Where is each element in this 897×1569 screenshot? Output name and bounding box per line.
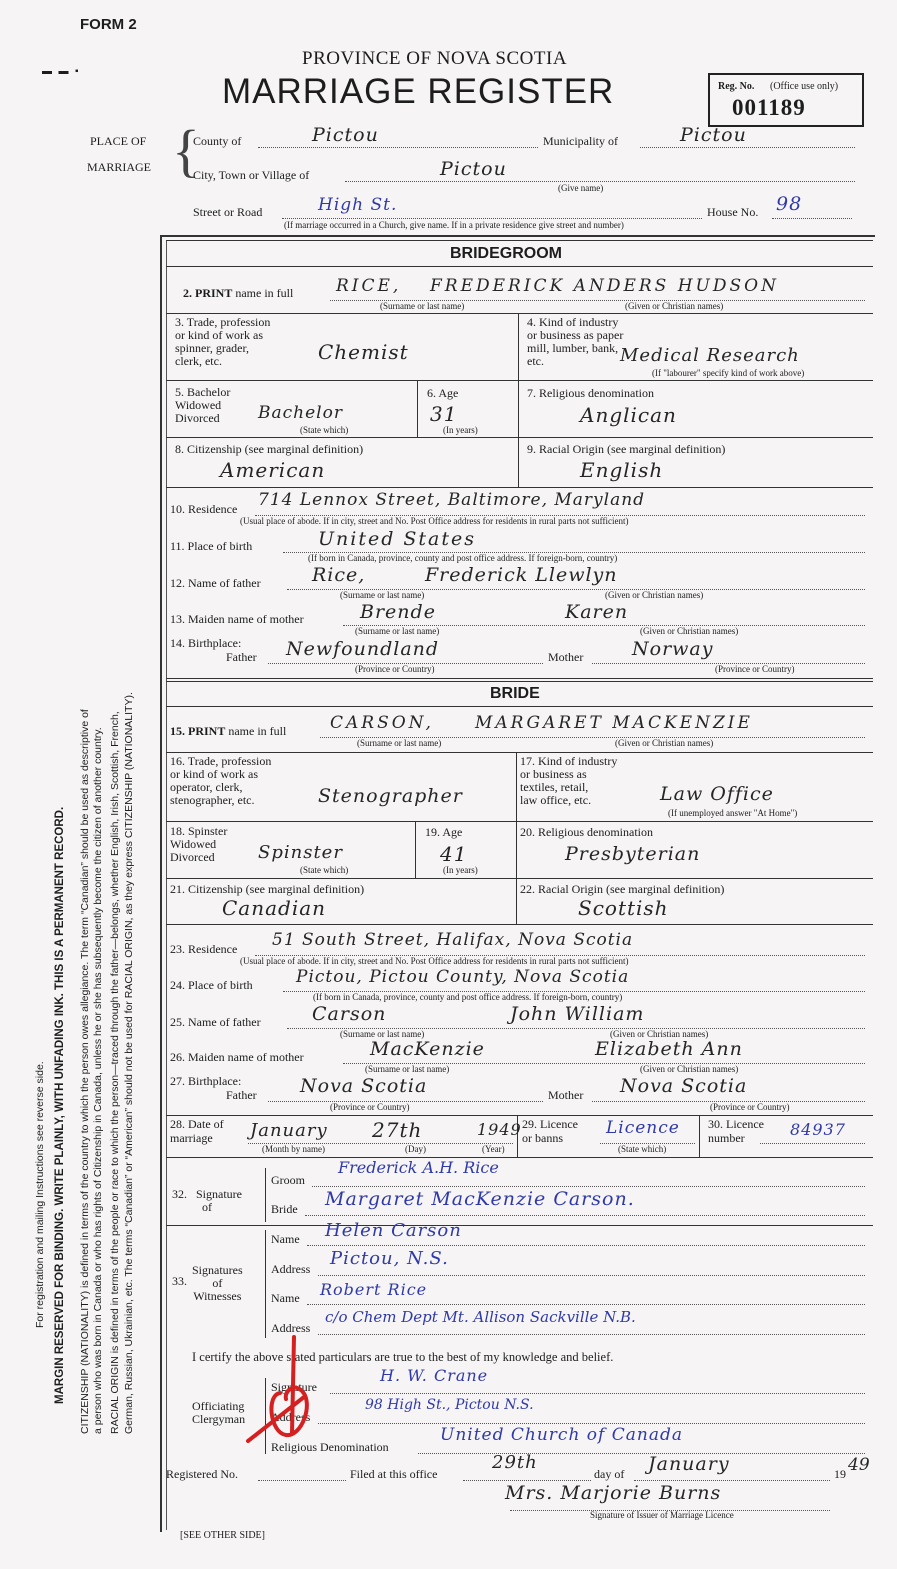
registered-no-label: Registered No. [166,1467,238,1481]
groom-mother-birth-caption: (Province or Country) [715,664,795,674]
bride-mother-surname-caption: (Surname or last name) [365,1064,450,1074]
clergy-sig-label: Signature [271,1380,317,1394]
groom-industry: Medical Research [620,345,800,366]
bride-father-surname-caption: (Surname or last name) [340,1029,425,1039]
groom-given-caption: (Given or Christian names) [625,301,724,311]
city-label: City, Town or Village of [193,168,310,182]
groom-mother-surname-caption: (Surname or last name) [355,626,440,636]
groom-surname-caption: (Surname or last name) [380,301,465,311]
groom-status-label: 5. Bachelor Widowed Divorced [175,385,231,425]
groom-signature: Frederick A.H. Rice [338,1158,499,1177]
reg-label: Reg. No. [718,81,755,92]
street-value: High St. [318,195,398,215]
reg-number: 001189 [732,95,806,120]
witness1-address: Pictou, N.S. [330,1248,449,1269]
witness-number-label: 33. [172,1274,187,1288]
groom-age-label: 6. Age [427,386,459,400]
filed-year: 49 [848,1455,870,1475]
groom-status: Bachelor [258,403,343,423]
witness-heading: Signatures of Witnesses [192,1263,243,1303]
reg-note: (Office use only) [770,81,839,92]
groom-industry-label: 4. Kind of industry or business as paper mill, lumber, bank, etc. [527,315,624,368]
witness1-name: Helen Carson [325,1220,462,1241]
bride-father-label: 25. Name of father [170,1015,261,1029]
groom-father-given: Frederick Llewlyn [425,564,618,586]
groom-father-birthplace: Newfoundland [286,638,440,660]
bride-religion-label: 20. Religious denomination [520,825,653,839]
groom-mother-given-caption: (Given or Christian names) [640,626,739,636]
bride-birthplace-label: 24. Place of birth [170,978,253,992]
licence-number: 84937 [790,1120,846,1139]
bride-religion: Presbyterian [565,843,701,865]
filed-month: January [648,1453,730,1475]
groom-trade-label: 3. Trade, profession or kind of work as spinner, grader, clerk, etc. [175,315,271,368]
marriage-day-caption: (Day) [405,1144,426,1154]
bride-father-birthplace: Nova Scotia [300,1075,428,1097]
place-brace: { [172,118,200,183]
marriage-year: 1949 [477,1120,522,1139]
certification-statement: I certify the above stated particulars are true to the best of my knowledge and belief. [192,1350,614,1364]
place-heading-1: PLACE OF [90,134,147,148]
bride-status: Spinster [258,842,343,863]
municipality-label: Municipality of [543,134,618,148]
licence-caption: (State which) [618,1144,667,1154]
groom-father-birth-label: Father [226,650,257,664]
marriage-date-label: 28. Date of marriage [170,1117,224,1145]
groom-racial: English [580,458,664,482]
city-value: Pictou [440,158,507,180]
bride-birthplace-caption: (If born in Canada, province, county and post office address. If foreign-born, country) [313,992,623,1002]
groom-name-label: 2. PRINT name in full [183,286,294,300]
groom-residence-caption: (Usual place of abode. If in city, street and No. Post Office address for residents in rural parts not sufficient) [240,516,629,526]
groom-birthplace-parents-label: 14. Birthplace: [170,636,242,650]
groom-age-caption: (In years) [443,425,478,435]
issuer-caption: Signature of Issuer of Marriage Licence [590,1510,734,1520]
bride-mother-label: 26. Maiden name of mother [170,1050,304,1064]
clergy-address-label: Address [271,1410,311,1424]
marriage-month: January [250,1120,328,1141]
bride-surname-caption: (Surname or last name) [357,738,442,748]
groom-birthplace-caption: (If born in Canada, province, county and post office address. If foreign-born, country) [308,553,618,563]
bride-mother-birth-caption: (Province or Country) [710,1102,790,1112]
clergy-denomination-label: Religious Denomination [271,1440,389,1454]
licence-banns-label: 29. Licence or banns [522,1117,578,1145]
see-other-side: [SEE OTHER SIDE] [180,1530,265,1541]
groom-age: 31 [430,402,458,426]
page-title: MARRIAGE REGISTER [222,72,615,111]
bride-name-label: 15. PRINT name in full [170,724,287,738]
margin-racial-def: RACIAL ORIGIN is defined in terms of the people or race to which the person—traced through the father—belongs, whether English, Irish, Scottish, French, [109,711,121,1434]
marriage-day: 27th [372,1118,423,1142]
bride-residence-label: 23. Residence [170,942,238,956]
groom-father-label: 12. Name of father [170,576,261,590]
bride-status-caption: (State which) [300,865,349,875]
groom-citizenship: American [220,458,326,482]
county-label: County of [193,134,242,148]
bride-age-label: 19. Age [425,825,463,839]
place-heading-2: MARRIAGE [87,160,152,174]
bride-given-caption: (Given or Christian names) [615,738,714,748]
bride-mother-given: Elizabeth Ann [595,1038,743,1060]
bride-surname: CARSON, [330,713,434,733]
witness2-name: Robert Rice [320,1280,428,1299]
bride-racial: Scottish [578,896,669,920]
municipality-value: Pictou [680,124,747,146]
bride-father-surname: Carson [312,1003,387,1025]
groom-residence: 714 Lennox Street, Baltimore, Maryland [258,490,646,510]
groom-mother-surname: Brende [360,601,436,623]
filed-day: 29th [492,1452,538,1473]
issuer-signature: Mrs. Marjorie Burns [505,1482,722,1504]
groom-trade: Chemist [318,340,409,364]
form-number: FORM 2 [80,16,137,33]
groom-residence-label: 10. Residence [170,502,238,516]
groom-birthplace-label: 11. Place of birth [170,539,253,553]
margin-citizenship-def: CITIZENSHIP (NATIONALITY) is defined in terms of the country to which the person owes allegiance. The term “Canadian” should be used as descriptive of [79,709,91,1434]
house-value: 98 [776,193,803,215]
bride-signature: Margaret MacKenzie Carson. [325,1188,635,1210]
bride-trade: Stenographer [318,785,463,807]
licence-number-label: 30. Licence number [708,1117,764,1145]
groom-father-surname: Rice, [312,564,366,586]
bride-given-names: MARGARET MACKENZIE [475,713,753,733]
bride-status-label: 18. Spinster Widowed Divorced [170,824,228,864]
bride-section-heading: BRIDE [490,685,540,702]
bride-residence: 51 South Street, Halifax, Nova Scotia [272,930,634,950]
groom-father-given-caption: (Given or Christian names) [605,590,704,600]
groom-religion: Anglican [580,403,677,427]
bride-citizenship: Canadian [222,896,327,920]
red-registrar-mark [246,1333,326,1445]
bride-trade-label: 16. Trade, profession or kind of work as operator, clerk, stenographer, etc. [170,754,272,807]
street-caption: (If marriage occurred in a Church, give name. If in a private residence give street and number) [284,220,624,230]
margin-binding-note: MARGIN RESERVED FOR BINDING. WRITE PLAINLY, WITH UNFADING INK. THIS IS A PERMANENT RECORD. [54,806,66,1404]
bride-industry-label: 17. Kind of industry or business as textiles, retail, law office, etc. [520,754,618,807]
county-value: Pictou [312,124,379,146]
licence-or-banns: Licence [606,1118,680,1138]
bride-mother-given-caption: (Given or Christian names) [640,1064,739,1074]
signatures-label: 32. Signature of [172,1187,242,1214]
bride-father-given: John William [510,1003,645,1025]
clergy-heading: Officiating Clergyman [192,1399,246,1426]
groom-mother-birth-label: Mother [548,650,584,664]
margin-citizenship-def-2: a person who was born in Canada or who has rights of Citizenship in Canada, unless he or she has subsequently become the citizen of another country. [92,727,104,1434]
groom-father-birth-caption: (Province or Country) [355,664,435,674]
bride-age: 41 [440,842,468,866]
bride-mother-birth-label: Mother [548,1088,584,1102]
clergy-denomination: United Church of Canada [440,1425,683,1445]
witness1-address-label: Address [271,1262,311,1276]
bride-mother-birthplace: Nova Scotia [620,1075,748,1097]
groom-father-surname-caption: (Surname or last name) [340,590,425,600]
groom-racial-label: 9. Racial Origin (see marginal definition) [527,442,726,456]
groom-surname: RICE, [336,276,402,296]
groom-industry-caption: (If "labourer" specify kind of work above) [652,368,805,378]
bride-father-birth-caption: (Province or Country) [330,1102,410,1112]
filed-label: Filed at this office [350,1467,438,1481]
groom-birthplace: United States [318,528,477,550]
witness2-address: c/o Chem Dept Mt. Allison Sackville N.B. [325,1308,636,1326]
bride-birthplace-parents-label: 27. Birthplace: [170,1074,242,1088]
clergy-signature: H. W. Crane [380,1366,489,1385]
bride-industry: Law Office [660,783,774,805]
bride-father-given-caption: (Given or Christian names) [610,1029,709,1039]
groom-mother-birthplace: Norway [632,638,714,660]
margin-racial-def-2: German, Russian, Ukrainian, etc. The terms “Canadian” or “American” should not be used for RACIAL ORIGIN, as they express CITIZENSHIP (NATIONALITY). [123,692,135,1434]
bride-citizenship-label: 21. Citizenship (see marginal definition) [170,882,365,896]
groom-mother-label: 13. Maiden name of mother [170,612,304,626]
bride-sig-label: Bride [271,1202,298,1216]
groom-status-caption: (State which) [300,425,349,435]
groom-citizenship-label: 8. Citizenship (see marginal definition) [175,442,364,456]
groom-section-heading: BRIDEGROOM [450,245,562,262]
filed-year-prefix: 19 [834,1467,846,1481]
bride-industry-caption: (If unemployed answer "At Home") [668,808,798,818]
bride-racial-label: 22. Racial Origin (see marginal definition) [520,882,725,896]
bride-birthplace: Pictou, Pictou County, Nova Scotia [296,967,630,987]
clergy-address: 98 High St., Pictou N.S. [365,1397,534,1413]
city-caption: (Give name) [558,183,604,193]
punch-marks: ▬ ▬ ▪ [42,66,81,77]
house-label: House No. [707,205,759,219]
margin-instructions: For registration and mailing Instructions see reverse side. [34,1061,46,1328]
bride-residence-caption: (Usual place of abode. If in city, street and No. Post Office address for residents in rural parts not sufficient) [240,956,629,966]
marriage-month-caption: (Month by name) [262,1144,325,1154]
street-label: Street or Road [193,205,263,219]
groom-sig-label: Groom [271,1173,305,1187]
day-of-label: day of [594,1467,625,1481]
witness2-address-label: Address [271,1321,311,1335]
witness2-name-label: Name [271,1291,300,1305]
province-heading: PROVINCE OF NOVA SCOTIA [302,48,568,69]
groom-given-names: FREDERICK ANDERS HUDSON [430,276,779,296]
bride-father-birth-label: Father [226,1088,257,1102]
bride-mother-surname: MacKenzie [370,1038,485,1060]
bride-age-caption: (In years) [443,865,478,875]
witness1-name-label: Name [271,1232,300,1246]
groom-religion-label: 7. Religious denomination [527,386,654,400]
reg-number-box [708,73,864,127]
marriage-year-caption: (Year) [482,1144,505,1154]
groom-mother-given: Karen [565,601,629,623]
